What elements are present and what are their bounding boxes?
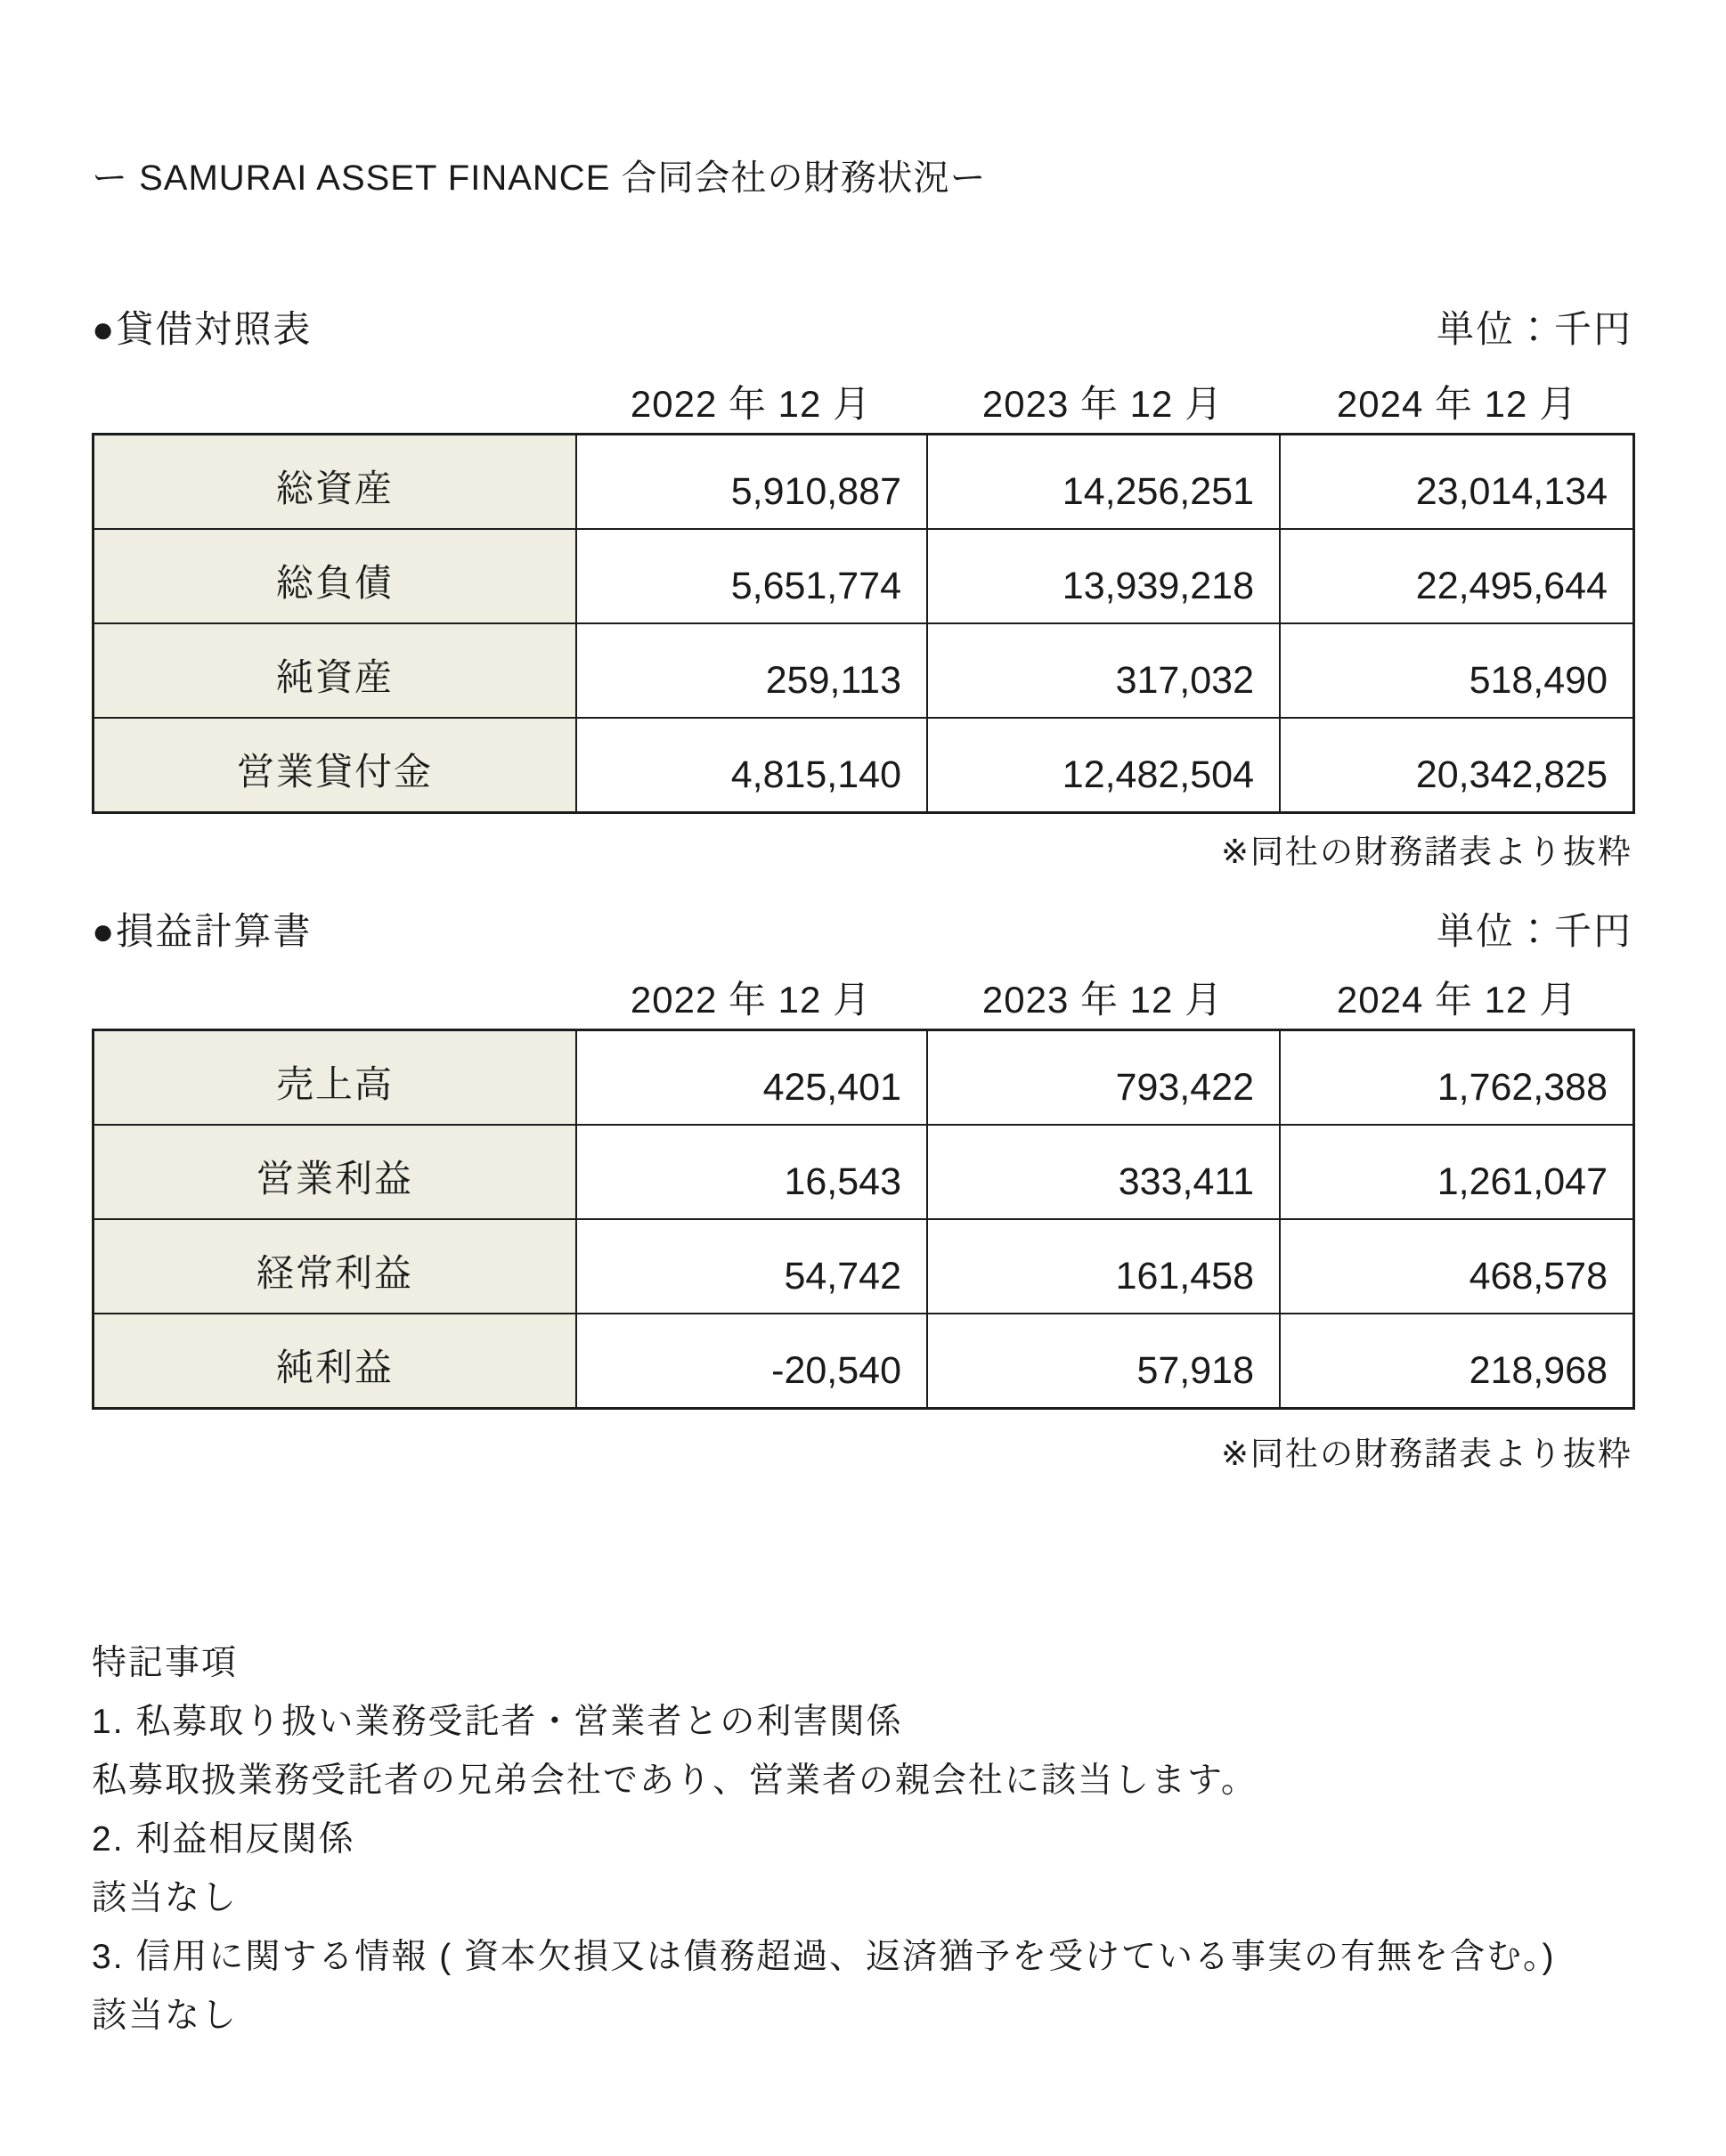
column-header-2023: 2023 年 12 月 bbox=[981, 979, 1224, 1021]
balance-sheet-table bbox=[92, 433, 1635, 814]
cell-value: 23,014,134 bbox=[1279, 435, 1632, 528]
balance-sheet-unit-label: 単位：千円 bbox=[1436, 308, 1632, 350]
cell-value: 1,762,388 bbox=[1279, 1031, 1632, 1124]
cell-value: 1,261,047 bbox=[1279, 1126, 1632, 1218]
table-row-net-profit bbox=[94, 1313, 1632, 1407]
cell-value: 5,651,774 bbox=[575, 530, 926, 622]
row-label: 営業利益 bbox=[94, 1126, 575, 1218]
balance-sheet-column-headers bbox=[92, 375, 1635, 428]
special-notes-line: 3. 信用に関する情報 ( 資本欠損又は債務超過、返済猶予を受けている事実の有無を含む。) bbox=[92, 1938, 1556, 1976]
balance-sheet-section-row bbox=[92, 300, 1632, 354]
cell-value: 468,578 bbox=[1279, 1220, 1632, 1313]
special-notes-line: 2. 利益相反関係 bbox=[92, 1820, 355, 1859]
cell-value: 16,543 bbox=[575, 1126, 926, 1218]
page-title: ー SAMURAI ASSET FINANCE 合同会社の財務状況ー bbox=[92, 159, 987, 198]
table-row-revenue bbox=[94, 1031, 1632, 1124]
cell-value: 218,968 bbox=[1279, 1314, 1632, 1407]
column-header-2022: 2022 年 12 月 bbox=[630, 979, 872, 1021]
cell-value: 518,490 bbox=[1279, 624, 1632, 717]
table-row-ordinary-profit bbox=[94, 1218, 1632, 1313]
cell-value: 793,422 bbox=[926, 1031, 1279, 1124]
table-row-operating-loans bbox=[94, 717, 1632, 811]
special-notes-heading: 特記事項 bbox=[92, 1644, 239, 1682]
special-notes-line: 1. 私募取り扱い業務受託者・営業者との利害関係 bbox=[92, 1703, 903, 1741]
special-notes-line: 該当なし bbox=[92, 1879, 239, 1917]
table-row-net-assets bbox=[94, 622, 1632, 717]
row-label: 純資産 bbox=[94, 624, 575, 717]
column-header-2024: 2024 年 12 月 bbox=[1336, 383, 1578, 425]
income-statement-source-note: ※同社の財務諸表より抜粋 bbox=[1220, 1436, 1632, 1472]
income-statement-table bbox=[92, 1029, 1635, 1410]
row-label: 純利益 bbox=[94, 1314, 575, 1407]
income-statement-unit-label: 単位：千円 bbox=[1436, 910, 1632, 952]
cell-value: 5,910,887 bbox=[575, 435, 926, 528]
column-header-spacer bbox=[92, 971, 575, 1024]
cell-value: 22,495,644 bbox=[1279, 530, 1632, 622]
cell-value: 13,939,218 bbox=[926, 530, 1279, 622]
income-statement-section-label: ●損益計算書 bbox=[92, 910, 313, 952]
special-notes-block bbox=[92, 1634, 1686, 2046]
balance-sheet-section-label: ●貸借対照表 bbox=[92, 308, 313, 350]
table-row-total-liabilities bbox=[94, 528, 1632, 622]
column-header-2024: 2024 年 12 月 bbox=[1336, 979, 1578, 1021]
cell-value: 54,742 bbox=[575, 1220, 926, 1313]
income-statement-column-headers bbox=[92, 971, 1635, 1024]
column-header-2023: 2023 年 12 月 bbox=[981, 383, 1224, 425]
row-label: 営業貸付金 bbox=[94, 719, 575, 811]
table-row-operating-profit bbox=[94, 1124, 1632, 1218]
cell-value: 259,113 bbox=[575, 624, 926, 717]
cell-value: 12,482,504 bbox=[926, 719, 1279, 811]
cell-value: -20,540 bbox=[575, 1314, 926, 1407]
row-label: 経常利益 bbox=[94, 1220, 575, 1313]
row-label: 総負債 bbox=[94, 530, 575, 622]
column-header-spacer bbox=[92, 375, 575, 428]
row-label: 総資産 bbox=[94, 435, 575, 528]
cell-value: 333,411 bbox=[926, 1126, 1279, 1218]
special-notes-line: 私募取扱業務受託者の兄弟会社であり、営業者の親会社に該当します。 bbox=[92, 1761, 1258, 1800]
cell-value: 14,256,251 bbox=[926, 435, 1279, 528]
income-statement-section-row bbox=[92, 902, 1632, 956]
balance-sheet-source-note: ※同社の財務諸表より抜粋 bbox=[1220, 834, 1632, 870]
cell-value: 20,342,825 bbox=[1279, 719, 1632, 811]
cell-value: 4,815,140 bbox=[575, 719, 926, 811]
row-label: 売上高 bbox=[94, 1031, 575, 1124]
cell-value: 57,918 bbox=[926, 1314, 1279, 1407]
cell-value: 317,032 bbox=[926, 624, 1279, 717]
cell-value: 161,458 bbox=[926, 1220, 1279, 1313]
column-header-2022: 2022 年 12 月 bbox=[630, 383, 872, 425]
special-notes-line: 該当なし bbox=[92, 1997, 239, 2035]
table-row-total-assets bbox=[94, 435, 1632, 528]
cell-value: 425,401 bbox=[575, 1031, 926, 1124]
